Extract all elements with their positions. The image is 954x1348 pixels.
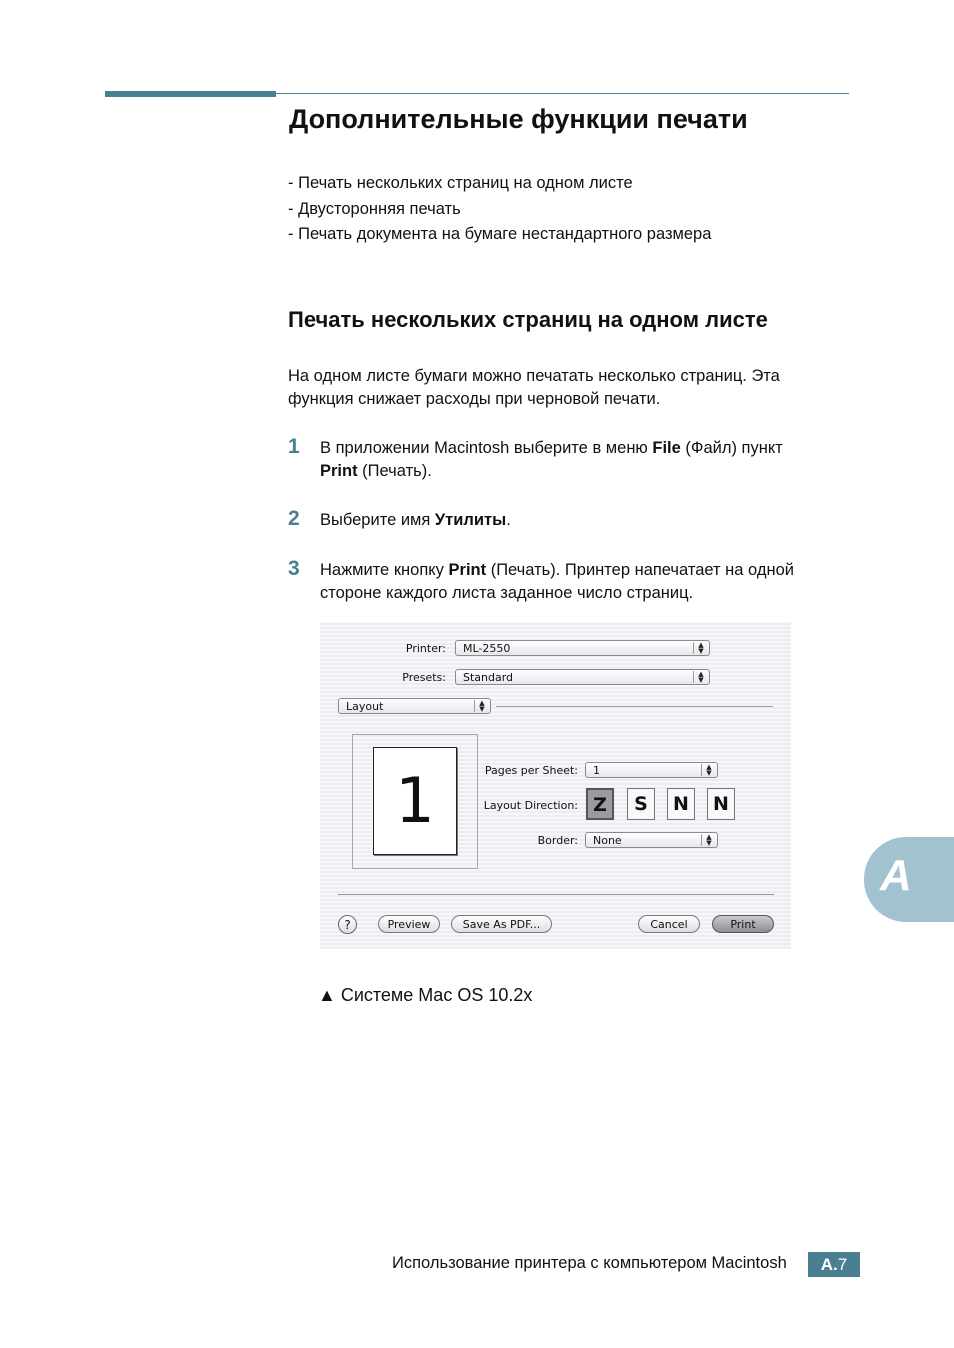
section-intro: На одном листе бумаги можно печатать несколько страниц. Эта функция снижает расходы при черновой печати. — [288, 367, 780, 408]
header-rule-thin — [276, 93, 849, 94]
figure-caption: ▲ Системе Mac OS 10.2x — [318, 985, 533, 1005]
popup-arrows-icon: ▲ ▼ — [693, 642, 708, 654]
step-text: В приложении Macintosh выберите в меню File (Файл) пункт Print (Печать). — [320, 439, 783, 480]
page-number: A.7 — [808, 1252, 860, 1277]
pages-per-sheet-select[interactable]: 1 ▲ ▼ — [585, 762, 718, 778]
list-item: - Печать документа на бумаге нестандартного размера — [288, 225, 712, 243]
direction-z-button[interactable]: Z — [586, 788, 614, 820]
step-number: 2 — [288, 507, 300, 530]
feature-list — [288, 171, 711, 248]
list-item: - Двусторонняя печать — [288, 199, 461, 218]
step-number: 1 — [288, 435, 300, 458]
pane-select[interactable]: Layout ▲ ▼ — [338, 698, 491, 714]
direction-n-button[interactable]: N — [667, 788, 695, 820]
layout-direction-label: Layout Direction: — [483, 799, 578, 812]
step-text: Нажмите кнопку Print (Печать). Принтер напечатает на одной стороне каждого листа заданное число страниц. — [320, 561, 794, 602]
help-button[interactable]: ? — [338, 915, 357, 934]
preview-button[interactable]: Preview — [378, 915, 440, 933]
divider — [338, 894, 774, 895]
appendix-letter: A — [880, 851, 912, 900]
preview-page: 1 — [373, 747, 457, 855]
footer-text: Использование принтера с компьютером Macintosh — [392, 1254, 787, 1272]
cancel-button[interactable]: Cancel — [638, 915, 700, 933]
popup-arrows-icon: ▲ ▼ — [474, 700, 489, 712]
popup-arrows-icon: ▲ ▼ — [693, 671, 708, 683]
popup-arrows-icon: ▲ ▼ — [701, 764, 716, 776]
presets-label: Presets: — [402, 671, 446, 684]
presets-select[interactable]: Standard ▲ ▼ — [455, 669, 710, 685]
border-label: Border: — [537, 834, 578, 847]
direction-s-button[interactable]: S — [627, 788, 655, 820]
printer-label: Printer: — [405, 642, 446, 655]
print-dialog — [320, 622, 791, 949]
direction-n-reverse-button[interactable]: N — [707, 788, 735, 820]
list-item: - Печать нескольких страниц на одном листе — [288, 174, 633, 192]
pages-per-sheet-label: Pages per Sheet: — [484, 764, 578, 777]
print-button[interactable]: Print — [712, 915, 774, 933]
printer-select[interactable]: ML-2550 ▲ ▼ — [455, 640, 710, 656]
divider — [496, 706, 773, 707]
step-text: Выберите имя Утилиты. — [320, 511, 511, 529]
step-number: 3 — [288, 557, 300, 580]
border-select[interactable]: None ▲ ▼ — [585, 832, 718, 848]
save-as-pdf-button[interactable]: Save As PDF... — [451, 915, 552, 933]
appendix-tab — [864, 837, 954, 922]
page-title: Дополнительные функции печати — [289, 104, 748, 134]
section-title: Печать нескольких страниц на одном листе — [288, 307, 768, 332]
popup-arrows-icon: ▲ ▼ — [701, 834, 716, 846]
header-rule-thick — [105, 91, 276, 97]
